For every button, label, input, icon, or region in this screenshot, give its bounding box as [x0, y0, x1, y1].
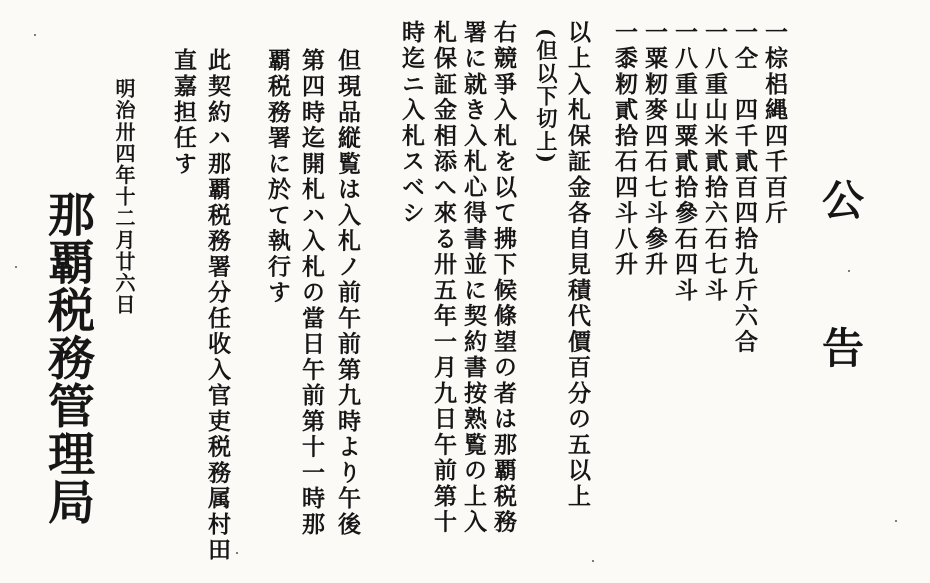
print-speck [15, 266, 17, 268]
print-speck [592, 560, 594, 562]
paragraph-4-line-2: 直嘉担任す [170, 48, 197, 177]
item-line-5: 一粟籾麥四石七斗參升 [641, 20, 668, 278]
print-speck [895, 520, 897, 522]
paragraph-1-line-1: 以上入札保証金各自見積代價百分の五以上 [564, 20, 591, 510]
notice-title-char-1: 公 [822, 176, 865, 225]
paragraph-2-line-3: 札保証金相添へ來る卅五年一月九日午前第十 [430, 20, 457, 536]
item-line-1: 一棕梠縄四千百斤 [761, 20, 788, 227]
print-speck [34, 34, 36, 36]
notice-date: 明治卅四年十二月廿六日 [112, 78, 136, 316]
print-speck [236, 552, 238, 554]
item-line-3: 一八重山米貳拾六石七斗 [701, 20, 728, 304]
paragraph-2-line-2: 署に就き入札心得書並に契約書按熟覧の上入 [460, 20, 487, 536]
paragraph-3-line-1: 但現品縦覧は入札ノ前午前第九時より午後 [334, 48, 361, 538]
item-line-4: 一八重山粟貳拾參石四斗 [671, 20, 698, 304]
item-line-2: 一仝 四千貳百四拾九斤六合 [731, 20, 758, 355]
paragraph-3-line-3: 覇税務署に於て執行す [264, 48, 291, 306]
print-speck [848, 270, 850, 272]
notice-title-char-2: 告 [822, 324, 865, 373]
paragraph-3-line-2: 第四時迄開札ハ入札の當日午前第十一時那 [298, 48, 325, 538]
paragraph-2-line-1: 右競爭入札を以て拂下候條望の者は那覇税務 [490, 20, 517, 536]
paragraph-1-line-2: (但以下切上) [534, 28, 559, 165]
item-line-6: 一黍籾貳拾石四斗八升 [611, 20, 638, 278]
paragraph-4-line-1: 此契約ハ那覇税務署分任收入官吏税務属村田 [204, 48, 231, 564]
issuer-name: 那覇税務管理局 [40, 190, 95, 526]
paragraph-2-line-4: 時迄ニ入札スベシ [398, 20, 425, 227]
